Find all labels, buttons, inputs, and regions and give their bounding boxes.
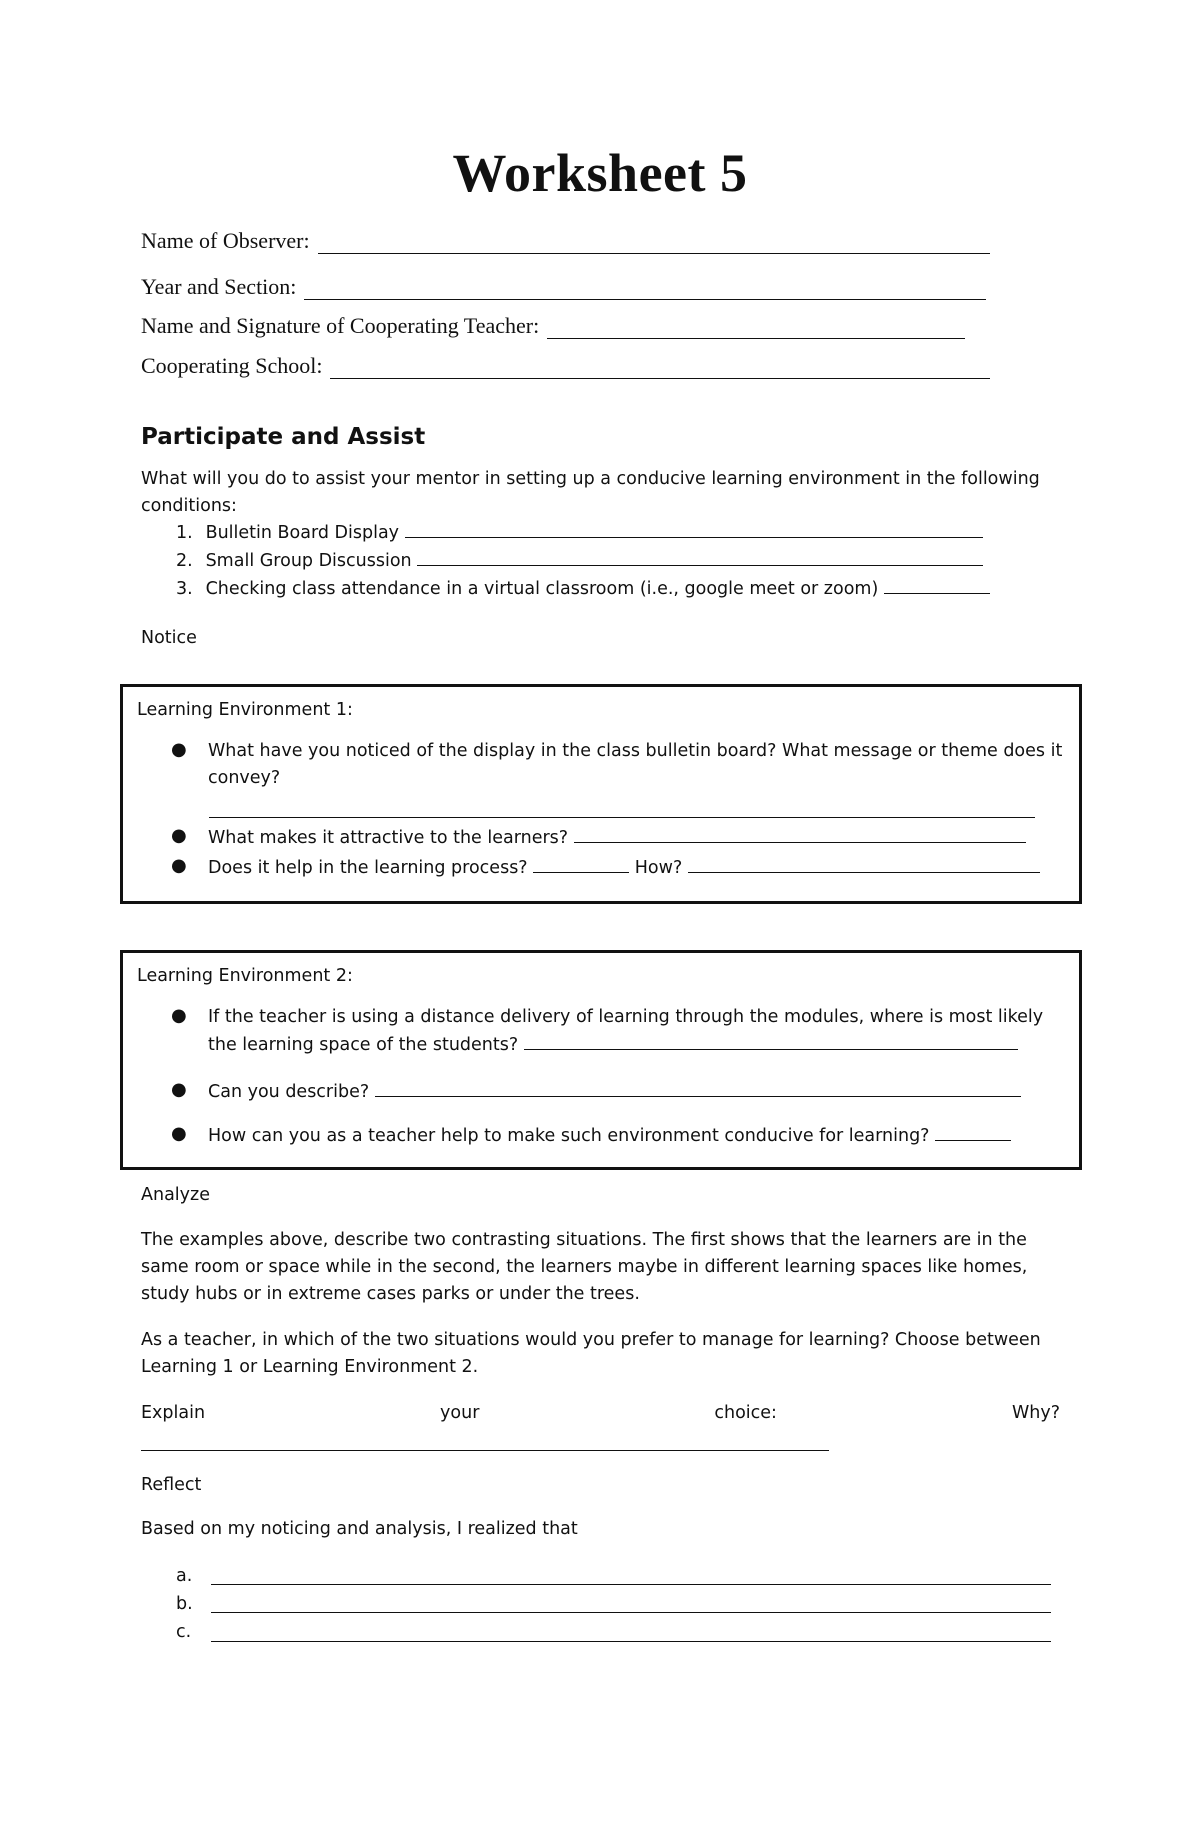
list-item: [176, 519, 1026, 547]
bullet-icon: ●: [171, 1079, 187, 1100]
explain-word: choice:: [714, 1403, 777, 1423]
bullet-icon: ●: [171, 1005, 187, 1026]
participate-intro-line: conditions:: [141, 496, 237, 516]
cooperating-teacher-blank[interactable]: [547, 316, 965, 339]
item-number: 1.: [176, 523, 193, 543]
paragraph-line: same room or space while in the second, the learners maybe in different learning spaces like homes,: [141, 1257, 1028, 1277]
explain-word: your: [440, 1403, 480, 1423]
answer-blank[interactable]: [375, 1078, 1021, 1097]
reflect-answer-blank[interactable]: [211, 1641, 1051, 1642]
reflect-item-label: b.: [176, 1594, 193, 1614]
participate-list: [176, 519, 1026, 603]
answer-blank[interactable]: [417, 547, 983, 566]
answer-blank[interactable]: [935, 1122, 1011, 1141]
bullet-icon: ●: [171, 855, 187, 876]
cooperating-school-label: Cooperating School:: [141, 353, 323, 378]
answer-blank[interactable]: [533, 854, 629, 873]
learning-environment-2-box: [120, 950, 1082, 1170]
paragraph-line: The examples above, describe two contrasting situations. The first shows that the learners are in the: [141, 1230, 1027, 1250]
question-line: convey?: [208, 768, 281, 788]
reflect-answer-blank[interactable]: [211, 1584, 1051, 1585]
question-text: How can you as a teacher help to make such environment conducive for learning?: [208, 1126, 930, 1146]
bullet-icon: ●: [171, 825, 187, 846]
year-section-blank[interactable]: [304, 277, 986, 300]
paragraph-line: study hubs or in extreme cases parks or under the trees.: [141, 1284, 640, 1304]
reflect-label: Reflect: [141, 1475, 202, 1495]
notice-label: Notice: [141, 628, 197, 648]
participate-intro: [141, 466, 1071, 520]
observer-blank[interactable]: [318, 231, 990, 254]
answer-blank[interactable]: [524, 1031, 1018, 1050]
explain-word: Why?: [1011, 1403, 1060, 1423]
question-text: the learning space of the students?: [208, 1035, 519, 1055]
answer-blank[interactable]: [884, 575, 990, 594]
answer-blank[interactable]: [405, 519, 983, 538]
env1-question-3: [208, 854, 1068, 882]
item-text: Bulletin Board Display: [205, 523, 400, 543]
env2-question-2: [208, 1078, 1068, 1106]
env1-question-2: [208, 824, 1068, 852]
answer-blank[interactable]: [574, 824, 1026, 843]
learning-environment-1-box: [120, 684, 1082, 904]
cooperating-school-field[interactable]: [141, 349, 990, 379]
paragraph-line: As a teacher, in which of the two situations would you prefer to manage for learning? Choose between: [141, 1330, 1041, 1350]
reflect-item-label: a.: [176, 1566, 193, 1586]
analyze-label: Analyze: [141, 1185, 210, 1205]
item-text: Checking class attendance in a virtual classroom (i.e., google meet or zoom): [205, 579, 879, 599]
year-section-field[interactable]: [141, 270, 986, 300]
question-text: Can you describe?: [208, 1082, 370, 1102]
paragraph-line: Learning 1 or Learning Environment 2.: [141, 1357, 479, 1377]
env1-title: Learning Environment 1:: [137, 700, 353, 720]
env2-question-3: [208, 1122, 1068, 1150]
cooperating-teacher-label: Name and Signature of Cooperating Teacher:: [141, 313, 540, 338]
cooperating-teacher-field[interactable]: [141, 309, 965, 339]
reflect-item-label: c.: [176, 1622, 192, 1642]
participate-heading: Participate and Assist: [141, 424, 426, 450]
explain-line: [141, 1400, 1060, 1427]
list-item: [176, 575, 1026, 603]
item-number: 3.: [176, 579, 193, 599]
observer-field[interactable]: [141, 224, 990, 254]
question-line: [208, 1031, 1068, 1059]
year-section-label: Year and Section:: [141, 274, 297, 299]
cooperating-school-blank[interactable]: [330, 356, 990, 379]
explain-answer-blank[interactable]: [141, 1450, 829, 1451]
list-item: [176, 547, 1026, 575]
bullet-icon: ●: [171, 1123, 187, 1144]
question-text: Does it help in the learning process?: [208, 858, 528, 878]
answer-blank[interactable]: [209, 817, 1035, 818]
item-text: Small Group Discussion: [205, 551, 412, 571]
item-number: 2.: [176, 551, 193, 571]
reflect-intro: Based on my noticing and analysis, I realized that: [141, 1519, 578, 1539]
explain-word: Explain: [141, 1403, 206, 1423]
question-line: What have you noticed of the display in the class bulletin board? What message or theme does it: [208, 741, 1063, 761]
analyze-paragraph-2: [141, 1327, 1060, 1381]
participate-intro-line: What will you do to assist your mentor in setting up a conducive learning environment in the following: [141, 469, 1040, 489]
question-text: What makes it attractive to the learners?: [208, 828, 569, 848]
observer-label: Name of Observer:: [141, 228, 310, 253]
env2-title: Learning Environment 2:: [137, 966, 353, 986]
analyze-paragraph-1: [141, 1227, 1060, 1308]
env1-question-1: [208, 738, 1068, 792]
answer-blank[interactable]: [688, 854, 1040, 873]
reflect-answer-blank[interactable]: [211, 1612, 1051, 1613]
question-text: How?: [634, 858, 683, 878]
question-line: If the teacher is using a distance delivery of learning through the modules, where is most likely: [208, 1007, 1044, 1027]
bullet-icon: ●: [171, 739, 187, 760]
page-title: Worksheet 5: [452, 143, 748, 203]
env2-question-1: [208, 1004, 1068, 1059]
